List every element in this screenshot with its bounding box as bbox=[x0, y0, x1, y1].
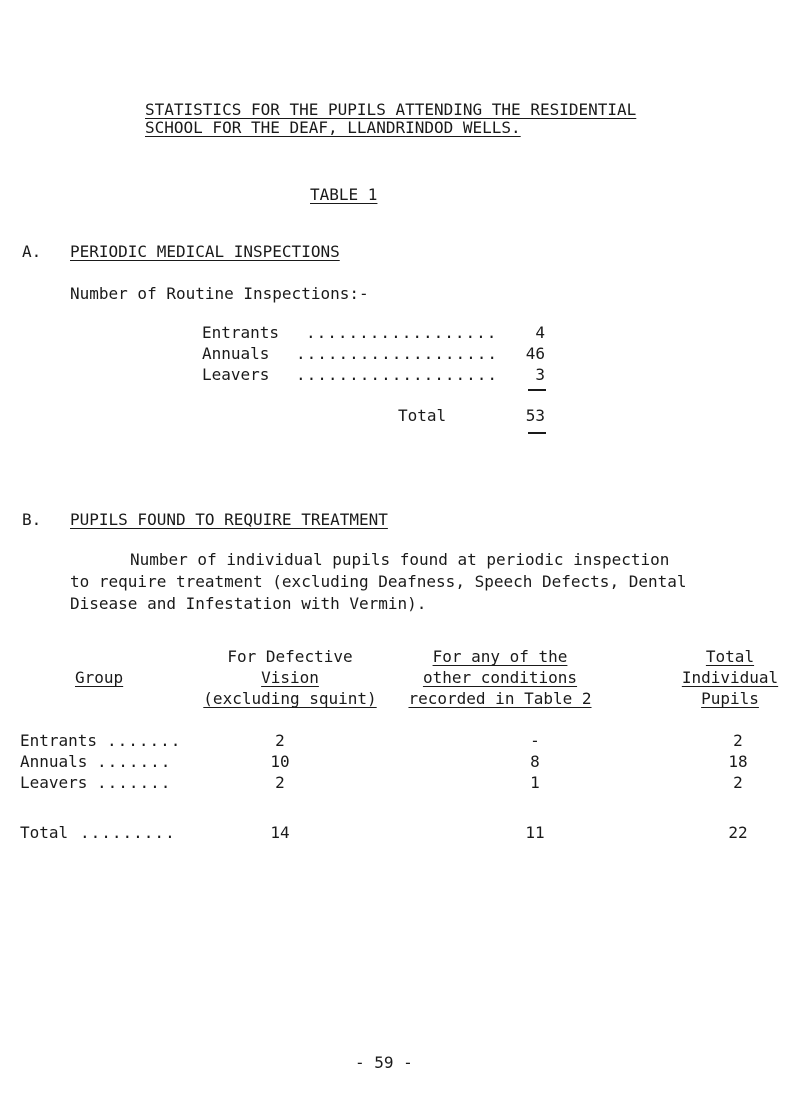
cell-vision: 2 bbox=[275, 773, 285, 792]
cell-total: 2 bbox=[733, 731, 743, 750]
column-header-total-line-3: Pupils bbox=[701, 689, 759, 708]
section-b-intro-line-3: Disease and Infestation with Vermin). bbox=[70, 594, 427, 613]
leader-dots: ....... bbox=[97, 773, 172, 792]
cell-total: 18 bbox=[728, 752, 748, 771]
total-value: 53 bbox=[525, 406, 545, 425]
section-a-intro: Number of Routine Inspections:- bbox=[70, 284, 369, 303]
document-title-line-1: STATISTICS FOR THE PUPILS ATTENDING THE RESIDENTIAL bbox=[145, 100, 637, 119]
list-item-value: 4 bbox=[535, 323, 545, 342]
sum-rule bbox=[528, 389, 546, 391]
section-a-marker: A. bbox=[22, 242, 42, 261]
list-item-label: Entrants bbox=[202, 323, 280, 342]
leader-dots: .................. bbox=[306, 323, 498, 342]
section-b-intro-line-1: Number of individual pupils found at periodic inspection bbox=[130, 550, 670, 569]
section-b-heading: PUPILS FOUND TO REQUIRE TREATMENT bbox=[70, 510, 388, 529]
column-header-other-line-2: other conditions bbox=[422, 668, 578, 687]
leader-dots: ......... bbox=[80, 823, 176, 842]
leader-dots: ................... bbox=[296, 365, 499, 384]
leader-dots: ....... bbox=[97, 752, 172, 771]
cell-other: 11 bbox=[525, 823, 545, 842]
row-label: Total bbox=[20, 823, 69, 842]
total-rule bbox=[528, 432, 546, 434]
cell-other: - bbox=[530, 731, 540, 750]
column-header-total-line-1: Total bbox=[705, 647, 755, 666]
list-item-label: Annuals bbox=[202, 344, 270, 363]
document-title-line-2: SCHOOL FOR THE DEAF, LLANDRINDOD WELLS. bbox=[145, 118, 521, 137]
column-header-group: Group bbox=[75, 668, 124, 687]
page-number: - 59 - bbox=[355, 1053, 413, 1072]
cell-vision: 10 bbox=[270, 752, 290, 771]
column-header-vision-line-2: Vision bbox=[261, 668, 319, 687]
list-item-label: Leavers bbox=[202, 365, 270, 384]
cell-total: 2 bbox=[733, 773, 743, 792]
row-label: Leavers bbox=[20, 773, 88, 792]
row-label: Entrants bbox=[20, 731, 98, 750]
column-header-other-line-1: For any of the bbox=[432, 647, 568, 666]
cell-vision: 14 bbox=[270, 823, 290, 842]
cell-vision: 2 bbox=[275, 731, 285, 750]
section-b-marker: B. bbox=[22, 510, 42, 529]
row-label: Annuals bbox=[20, 752, 88, 771]
column-header-total-line-2: Individual bbox=[681, 668, 779, 687]
list-item-value: 46 bbox=[525, 344, 545, 363]
section-b-intro-line-2: to require treatment (excluding Deafness, Speech Defects, Dental bbox=[70, 572, 687, 591]
leader-dots: ................... bbox=[296, 344, 499, 363]
column-header-vision-line-1: For Defective bbox=[227, 647, 353, 666]
column-header-vision-line-3: (excluding squint) bbox=[203, 689, 377, 708]
total-label: Total bbox=[398, 406, 447, 425]
cell-other: 8 bbox=[530, 752, 540, 771]
section-a-heading: PERIODIC MEDICAL INSPECTIONS bbox=[70, 242, 340, 261]
list-item-value: 3 bbox=[535, 365, 545, 384]
leader-dots: ....... bbox=[107, 731, 182, 750]
column-header-other-line-3: recorded in Table 2 bbox=[408, 689, 592, 708]
cell-other: 1 bbox=[530, 773, 540, 792]
table-label: TABLE 1 bbox=[310, 185, 378, 204]
cell-total: 22 bbox=[728, 823, 748, 842]
